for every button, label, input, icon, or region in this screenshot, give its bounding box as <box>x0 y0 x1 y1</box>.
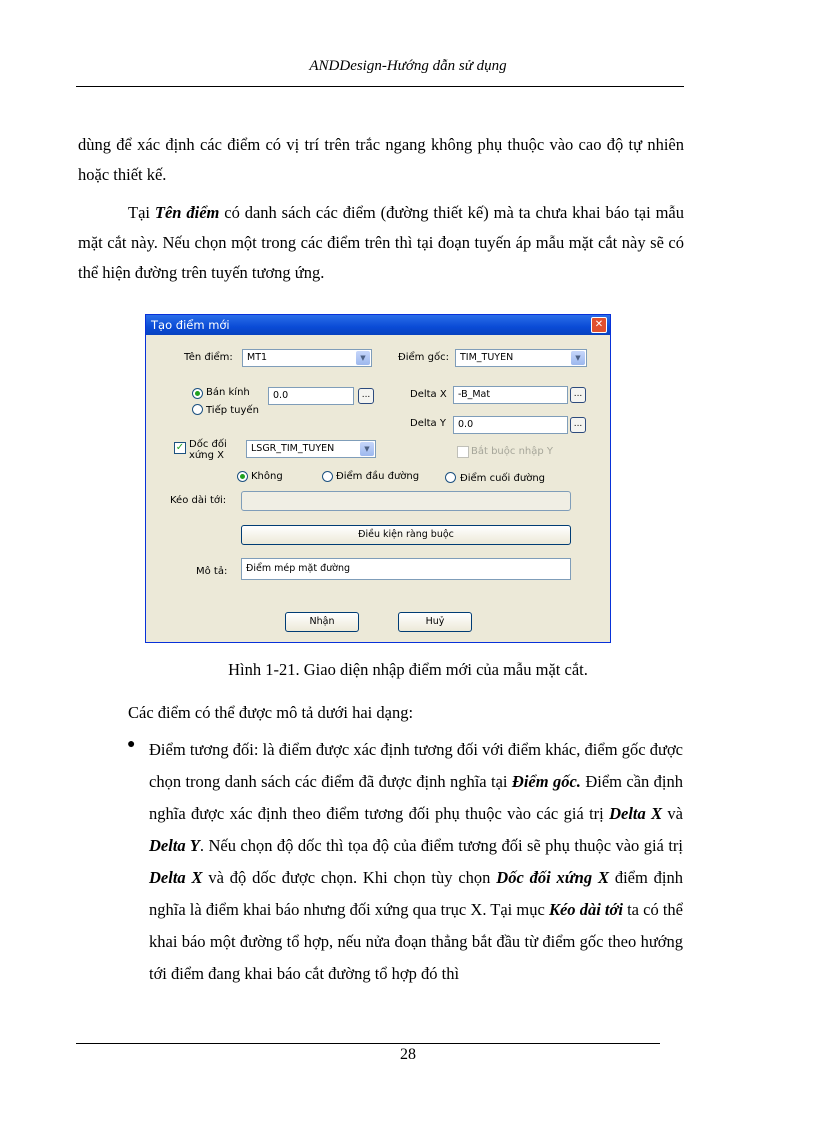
doc-doi-xung-combo[interactable] <box>246 440 376 458</box>
delta-y-input[interactable]: 0.0 <box>453 416 568 434</box>
delta-y-browse-button[interactable]: ... <box>570 417 586 433</box>
cancel-button[interactable]: Huỷ <box>398 612 472 632</box>
ten-diem-term: Tên điểm <box>154 203 220 222</box>
ban-kinh-browse-button[interactable]: ... <box>358 388 374 404</box>
delta-x-input[interactable]: -B_Mat <box>453 386 568 404</box>
new-point-dialog <box>145 314 611 643</box>
chevron-down-icon[interactable]: ▼ <box>571 351 585 365</box>
diem-dau-label: Điểm đầu đường <box>336 471 420 482</box>
doc-doi-xung-value: LSGR_TIM_TUYEN <box>251 443 335 454</box>
paragraph-3 <box>78 698 684 728</box>
page-header: ANDDesign-Hướng dẫn sử dụng <box>309 58 507 74</box>
bullet-text-1: Điểm tương đối: là điểm được xác định tương đối với điểm khác, điểm gốc được chọn trong danh sách các điểm đã được định nghĩa tại <box>149 740 683 791</box>
ten-diem-label: Tên điểm: <box>184 352 233 363</box>
bullet-text-7: ta có thể khai báo một đường tổ hợp, nếu nửa đoạn thẳng bắt đầu từ điểm gốc theo hướng tới điểm đang khai báo cắt đường tổ hợp đó thì <box>149 900 684 983</box>
bullet-text-2: Điểm cần định nghĩa được xác định theo điểm tương đối phụ thuộc vào các giá trị <box>149 772 684 823</box>
bullet-paragraph <box>149 734 683 990</box>
bullet-bold-4: Delta X <box>149 868 203 887</box>
bullet-text-5: và độ dốc được chọn. Khi chọn tùy chọn <box>202 868 497 887</box>
mo-ta-input[interactable]: Điểm mép mặt đường <box>241 558 571 580</box>
page-number: 28 <box>400 1046 416 1063</box>
paragraph-2 <box>78 198 684 288</box>
delta-x-browse-button[interactable]: ... <box>570 387 586 403</box>
close-icon[interactable]: ✕ <box>591 317 607 333</box>
paragraph-1-text: dùng để xác định các điểm có vị trí trên trắc ngang không phụ thuộc vào cao độ tự nhiên hoặc thiết kế. <box>78 135 684 184</box>
bullet-text-3: và <box>662 804 684 823</box>
bullet-text-6: điểm định nghĩa là điểm khai báo nhưng đối xứng qua trục X. Tại mục <box>149 868 683 919</box>
bullet-icon: ● <box>127 737 136 752</box>
doc-doi-line1: Dốc đối <box>189 439 227 450</box>
paragraph-3-text: Các điểm có thể được mô tả dưới hai dạng: <box>128 703 414 722</box>
diem-dau-radio[interactable] <box>322 471 333 482</box>
ban-kinh-radio[interactable] <box>192 388 203 399</box>
diem-cuoi-radio[interactable] <box>445 472 456 483</box>
paragraph-2-prefix: Tại <box>128 203 155 222</box>
ten-diem-value: MT1 <box>247 352 268 363</box>
bat-buoc-label: Bắt buộc nhập Y <box>471 446 554 457</box>
diem-goc-label: Điểm gốc: <box>398 352 449 363</box>
bullet-bold-5: Dốc đối xứng X <box>496 868 609 887</box>
ban-kinh-input[interactable]: 0.0 <box>268 387 354 405</box>
footer-rule <box>76 1043 660 1044</box>
keo-dai-input[interactable] <box>241 491 571 511</box>
keo-dai-label: Kéo dài tới: <box>170 495 227 506</box>
bullet-bold-6: Kéo dài tới <box>548 900 623 919</box>
bullet-bold-2: Delta X <box>609 804 663 823</box>
diem-cuoi-label: Điểm cuối đường <box>460 473 545 484</box>
diem-goc-value: TIM_TUYEN <box>460 352 514 363</box>
bullet-bold-3: Delta Y <box>149 836 200 855</box>
mo-ta-label: Mô tả: <box>196 566 228 577</box>
doc-doi-xung-checkbox[interactable]: ✓ <box>175 442 185 453</box>
chevron-down-icon[interactable]: ▼ <box>356 351 370 365</box>
tiep-tuyen-radio[interactable] <box>192 404 203 415</box>
header-rule <box>76 86 684 87</box>
tiep-tuyen-label: Tiếp tuyến <box>206 405 259 416</box>
bullet-bold-1: Điểm gốc. <box>511 772 581 791</box>
ban-kinh-label: Bán kính <box>206 387 250 398</box>
dieu-kien-button[interactable]: Điều kiện ràng buộc <box>241 525 571 545</box>
khong-label: Không <box>251 471 283 482</box>
bullet-text-4: . Nếu chọn độ dốc thì tọa độ của điểm tương đối sẽ phụ thuộc vào giá trị <box>199 836 683 855</box>
doc-doi-line2: xứng X <box>189 450 224 461</box>
delta-x-label: Delta X <box>410 389 447 400</box>
ok-button[interactable]: Nhận <box>285 612 359 632</box>
khong-radio[interactable] <box>237 471 248 482</box>
dialog-titlebar <box>146 315 610 335</box>
paragraph-1 <box>78 130 684 190</box>
bat-buoc-checkbox[interactable] <box>457 446 469 458</box>
paragraph-2-rest: có danh sách các điểm (đường thiết kế) mà ta chưa khai báo tại mẫu mặt cắt này. Nếu chọn một trong các điểm trên thì tại đoạn tuyến áp mẫu mặt cắt này sẽ có thể hiện đường trên tuyến tương ứng. <box>78 203 684 282</box>
figure-caption: Hình 1-21. Giao diện nhập điểm mới của mẫu mặt cắt. <box>228 660 588 679</box>
diem-goc-combo[interactable] <box>455 349 587 367</box>
ten-diem-combo[interactable] <box>242 349 372 367</box>
dialog-title: Tạo điểm mới <box>151 318 230 332</box>
doc-doi-xung-label <box>189 439 227 461</box>
delta-y-label: Delta Y <box>410 418 446 429</box>
chevron-down-icon[interactable]: ▼ <box>360 442 374 456</box>
